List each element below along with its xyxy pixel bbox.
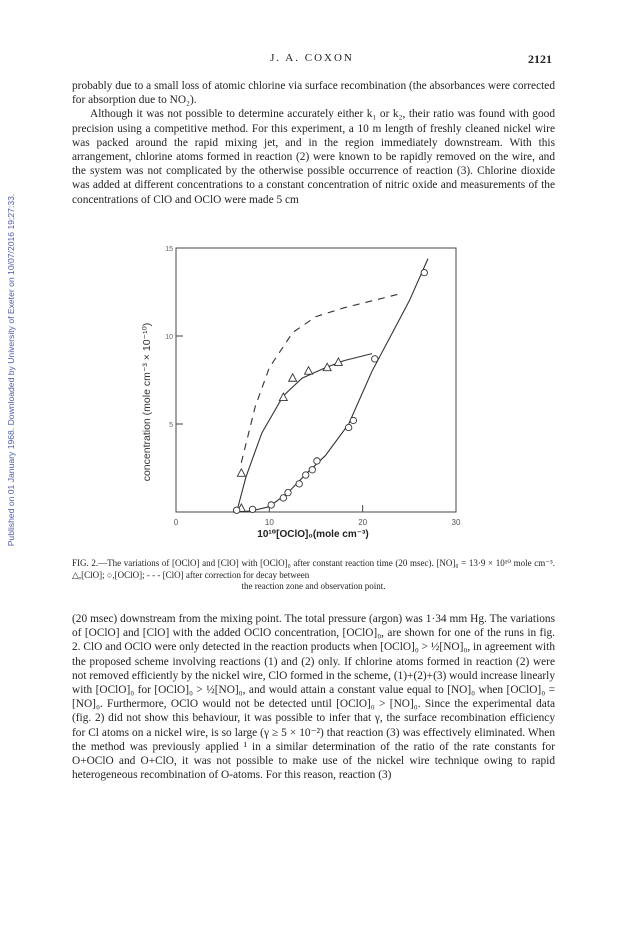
oclo-circle-point <box>309 467 315 473</box>
oclo-circle-point <box>350 417 356 423</box>
oclo-circle-point <box>280 495 286 501</box>
caption-tail: the reaction zone and observation point. <box>241 581 386 591</box>
x-tick-label: 10 <box>264 518 274 527</box>
oclo-circle-point <box>268 502 274 508</box>
caption-main: FIG. 2.—The variations of [OClO] and [ClO] with [OClO]₀ after constant reaction time (20 msec). [NO]₀ = 13·9 × 10¹⁰ mole cm⁻³. △,[ClO]; ○,[OClO]; - - - [ClO] after correction for decay between <box>72 558 555 580</box>
x-axis-label: 10¹⁰[OClO]₀(mole cm⁻³) <box>257 529 369 540</box>
oclo-circle-point <box>285 489 291 495</box>
body-text-bottom <box>72 612 555 782</box>
download-notice <box>0 150 22 590</box>
oclo-curve <box>232 259 428 512</box>
plot-frame <box>176 248 456 512</box>
figure-caption <box>72 558 555 593</box>
oclo-circle-point <box>303 472 309 478</box>
clo-curve <box>238 354 372 509</box>
clo-triangle-point <box>305 367 313 375</box>
y-tick-label: 15 <box>165 246 173 253</box>
y-axis-label: concentration (mole cm⁻³ × 10⁻¹⁰) <box>141 322 153 482</box>
oclo-circle-point <box>249 506 255 512</box>
clo-triangle-point <box>289 374 297 382</box>
clo-triangle-point <box>237 469 245 477</box>
chart <box>130 240 490 540</box>
chart-marks <box>232 259 428 514</box>
clo-triangle-point <box>323 363 331 371</box>
x-tick-label: 0 <box>173 518 179 527</box>
running-title: J. A. COXON <box>270 52 354 64</box>
y-tick-label: 5 <box>169 422 173 429</box>
download-notice-text: Published on 01 January 1968. Downloaded by University of Exeter on 10/07/2016 19:27:33. <box>6 193 16 547</box>
oclo-circle-point <box>296 481 302 487</box>
clo-triangle-point <box>279 393 287 401</box>
body-text-top <box>72 79 555 207</box>
oclo-circle-point <box>421 269 427 275</box>
chart-axes <box>165 246 461 527</box>
page-number: 2121 <box>528 52 552 66</box>
oclo-circle-point <box>314 458 320 464</box>
page-header <box>72 52 552 68</box>
oclo-circle-point <box>372 356 378 362</box>
oclo-circle-point <box>233 507 239 513</box>
y-tick-label: 10 <box>165 334 173 341</box>
paragraph: (20 msec) downstream from the mixing point. The total pressure (argon) was 1·34 mm Hg. The variations of [OClO] and [ClO] with the added OClO concentration, [OClO]₀, are shown for one of the runs in fig. 2. ClO and OClO were only detected in the reaction products when [OClO]₀ > ½[NO]₀, in agreement with the proposed scheme involving reactions (1) and (2) only. If chlorine atoms formed in reaction (2) were not removed efficiently by the nickel wire, ClO formed in the scheme, (1)+(2)+(3) would increase linearly with [OClO]₀ for [OClO]₀ > ½[NO]₀, and would attain a constant value equal to [NO]₀ when [OClO]₀ = [NO]₀. Furthermore, OClO would not be detected until [OClO]₀ > [NO]₀. Since the experimental data (fig. 2) did not show this behaviour, it was possible to infer that γ, the surface recombination efficiency for Cl atoms on a nickel wire, is so large (γ ≥ 5 × 10⁻²) that reaction (3) was effectively eliminated. When the method was previously applied ¹ in a similar determination of the ratio of the rate constants for O+OClO and O+ClO, it was not possible to make use of the nickel wire technique owing to rapid heterogeneous recombination of O-atoms. For this reason, reaction (3) <box>72 613 555 782</box>
x-tick-label: 20 <box>358 518 368 527</box>
paragraph: probably due to a small loss of atomic chlorine via surface recombination (the absorbances were corrected for absorption due to NO₂). <box>72 80 555 107</box>
corrected-clo-curve <box>241 294 400 463</box>
paragraph: Although it was not possible to determine accurately either k₁ or k₂, their ratio was found with good precision using a competitive method. For this experiment, a 10 m length of freshly cleaned nickel wire was packed around the rapid mixing jet, and in the region immediately downstream. With this arrangement, chlorine atoms formed in reaction (2) were known to be rapidly removed on the wire, and the system was not complicated by the otherwise possible occurrence of reaction (3). Chlorine dioxide was added at different concentrations to a constant concentration of nitric oxide and measurements of the concentrations of ClO and OClO were made 5 cm <box>72 108 555 206</box>
x-tick-label: 30 <box>451 518 461 527</box>
oclo-circle-point <box>345 424 351 430</box>
figure-2 <box>130 240 490 540</box>
